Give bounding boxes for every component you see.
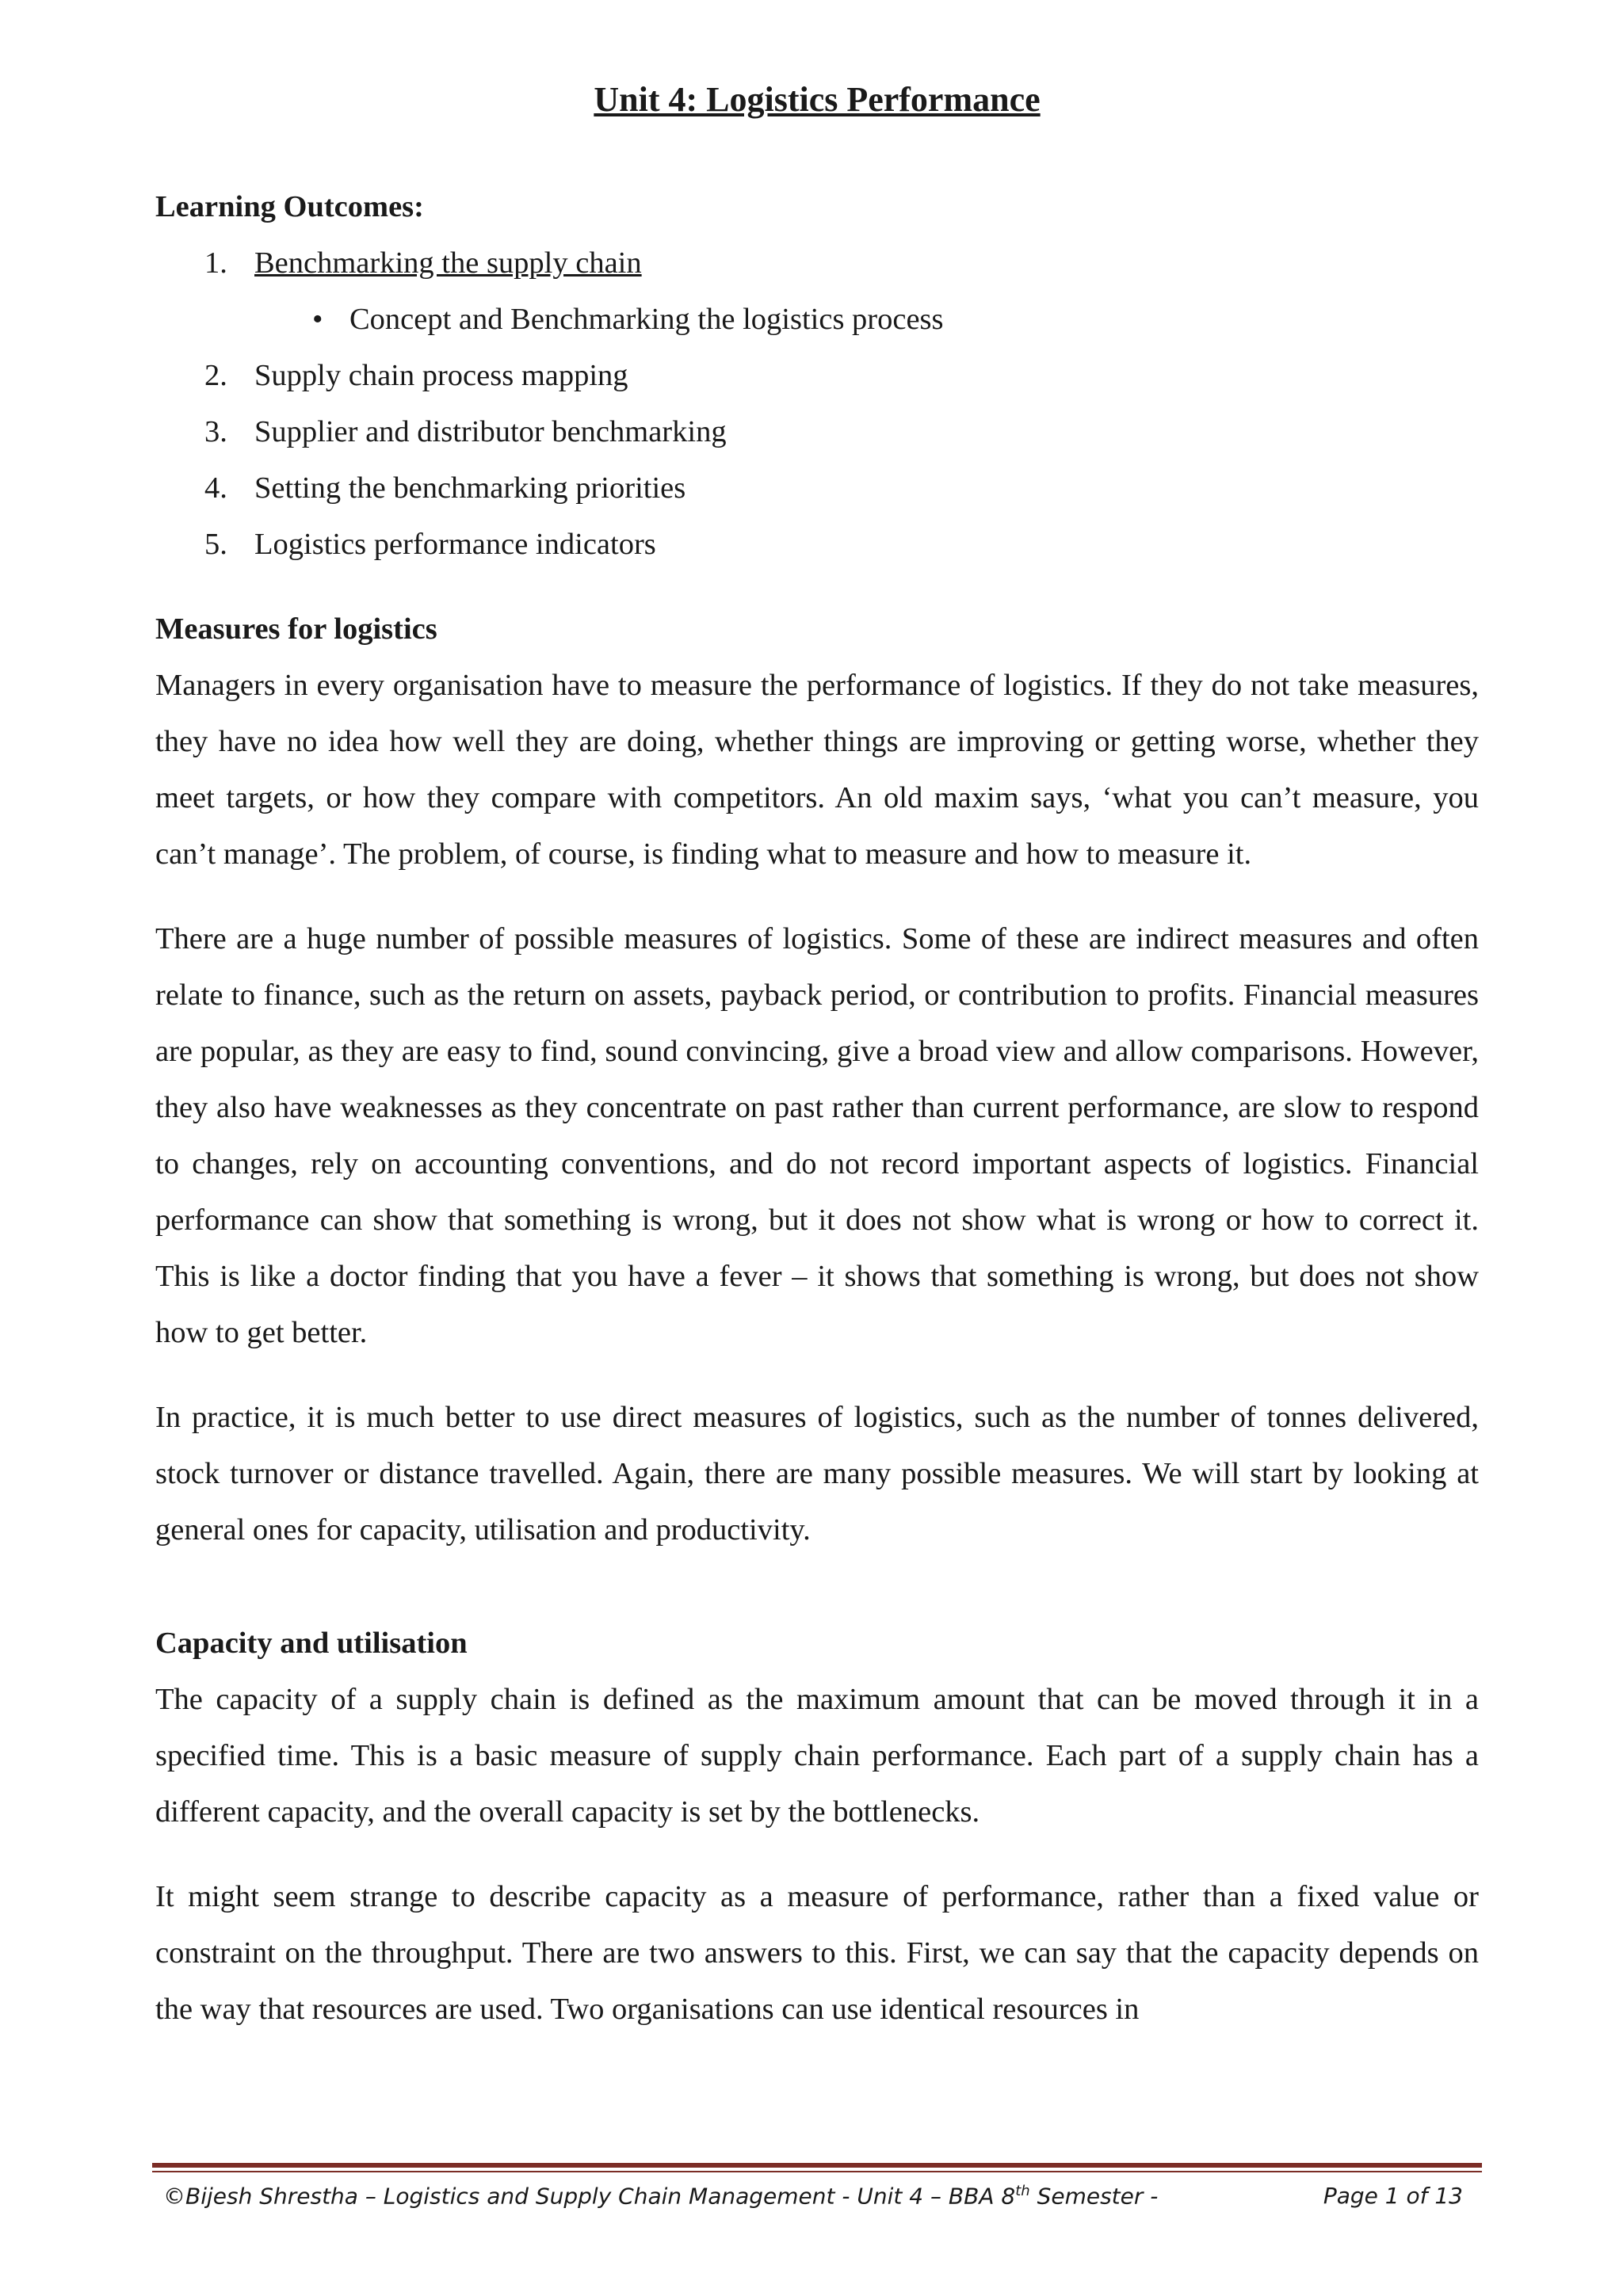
list-item-text: Supply chain process mapping (254, 359, 628, 392)
measures-paragraph-3: In practice, it is much better to use direct measures of logistics, such as the number of tonnes delivered, stock turnover or distance travelled. Again, there are many possible measures. We will start by looking at general ones for capacity, utilisation and productivity. (155, 1401, 1479, 1547)
list-item-text: Concept and Benchmarking the logistics process (349, 303, 944, 336)
list-item-text: Supplier and distributor benchmarking (254, 415, 727, 448)
footer-text: ©Bijesh Shrestha – Logistics and Supply Chain Management - Unit 4 – BBA 8 (163, 2183, 1016, 2210)
page-number: Page 1 of 13 (1323, 2183, 1463, 2209)
list-item (155, 460, 1479, 517)
list-number: 5. (204, 528, 227, 561)
measures-paragraph-1: Managers in every organisation have to measure the performance of logistics. If they do not take measures, they have no idea how well they are doing, whether things are improving or getting worse, whether they meet targets, or how they compare with competitors. An old maxim says, ‘what you can’t measure, you can’t manage’. The problem, of course, is finding what to measure and how to measure it. (155, 669, 1479, 871)
footer-divider-thin (152, 2171, 1482, 2172)
list-item (155, 517, 1479, 573)
footer-copyright (163, 2183, 1158, 2209)
list-item (155, 348, 1479, 404)
footer-divider-thick (152, 2163, 1482, 2168)
footer-text-end: Semester - (1029, 2183, 1159, 2210)
list-item-text: Logistics performance indicators (254, 528, 656, 561)
list-number: 3. (204, 415, 227, 448)
footer-divider (152, 2163, 1482, 2172)
page-title: Unit 4: Logistics Performance (594, 80, 1041, 119)
list-number: 1. (204, 246, 227, 280)
learning-outcomes-heading: Learning Outcomes: (155, 190, 424, 223)
list-number: 2. (204, 359, 227, 392)
list-number: 4. (204, 471, 227, 505)
learning-outcomes-list (155, 235, 1479, 573)
list-item-text: Benchmarking the supply chain (254, 246, 642, 280)
footer-superscript: th (1015, 2183, 1030, 2199)
list-item (155, 235, 1479, 292)
capacity-paragraph-1: The capacity of a supply chain is defined as the maximum amount that can be moved through it in a specified time. This is a basic measure of supply chain performance. Each part of a supply chain has a different capacity, and the overall capacity is set by the bottlenecks. (155, 1683, 1479, 1829)
measures-heading: Measures for logistics (155, 612, 437, 646)
list-item-text: Setting the benchmarking priorities (254, 471, 686, 505)
list-item (155, 404, 1479, 460)
page-content (155, 76, 1479, 2038)
capacity-paragraph-2: It might seem strange to describe capacity as a measure of performance, rather than a fixed value or constraint on the throughput. There are two answers to this. First, we can say that the capacity depends on the way that resources are used. Two organisations can use identical resources in (155, 1880, 1479, 2026)
list-subitem (155, 292, 1479, 348)
measures-paragraph-2: There are a huge number of possible measures of logistics. Some of these are indirect measures and often relate to finance, such as the return on assets, payback period, or contribution to profits. Financial measures are popular, as they are easy to find, sound convincing, give a broad view and allow comparisons. However, they also have weaknesses as they concentrate on past rather than current performance, are slow to respond to changes, rely on accounting conventions, and do not record important aspects of logistics. Financial performance can show that something is wrong, but it does not show what is wrong or how to correct it. This is like a doctor finding that you have a fever – it shows that something is wrong, but does not show how to get better. (155, 922, 1479, 1349)
bullet-icon: • (312, 303, 323, 336)
capacity-heading: Capacity and utilisation (155, 1627, 468, 1660)
